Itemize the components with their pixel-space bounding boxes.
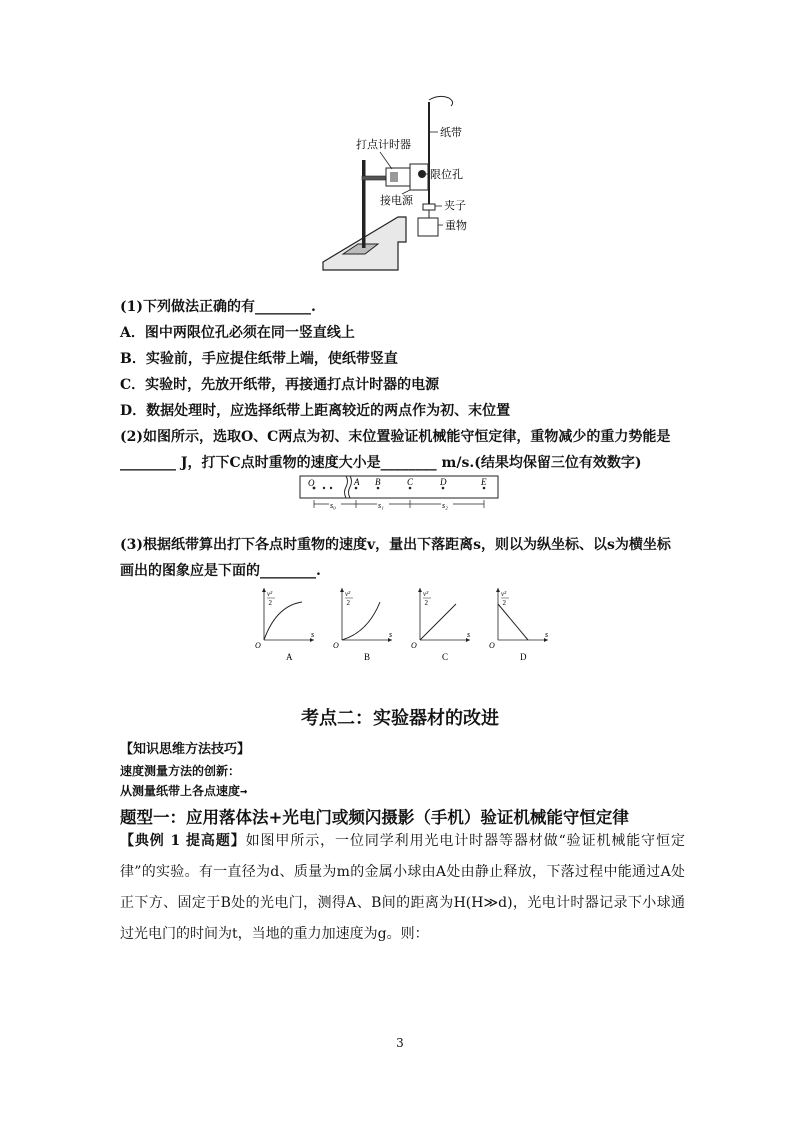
curve-b <box>342 602 380 640</box>
x-label: s <box>311 630 315 639</box>
label-power: 接电源 <box>380 195 413 207</box>
y-label-denominator: 2 <box>424 599 428 607</box>
y-label-denominator: 2 <box>268 599 272 607</box>
label-hole: 限位孔 <box>430 169 463 181</box>
q3-line2: 画出的图象应是下面的________. <box>120 563 321 579</box>
graph-a <box>255 588 314 662</box>
example-paragraph <box>120 826 685 950</box>
label-weight: 重物 <box>445 220 467 232</box>
tape-segment-s0: s₀ <box>330 501 336 510</box>
type-title: 题型一：应用落体法+光电门或频闪摄影（手机）验证机械能守恒定律 <box>120 808 629 827</box>
q2-line2: ________ J，打下C点时重物的速度大小是________ m/s.(结果均保留三位有效数字) <box>120 455 642 471</box>
y-label-numerator: v² <box>345 590 351 598</box>
x-label: s <box>389 630 393 639</box>
graph-options <box>250 582 550 664</box>
curve-d <box>498 604 528 640</box>
label-tape: 纸带 <box>440 127 462 139</box>
q1-option-d: D．数据处理时，应选择纸带上距离较近的两点作为初、末位置 <box>120 403 511 419</box>
tape-point-a: A <box>354 477 360 487</box>
x-label: s <box>467 630 471 639</box>
example-text: 如图甲所示，一位同学利用光电计时器等器材做“验证机械能守恒定律”的实验。有一直径为d、质量为m的金属小球由A处由静止释放，下落过程中能通过A处正下方、固定于B处的光电门，测得A、B间的距离为H(H≫d)，光电计时器记录下小球通过光电门的时间为t，当地的重力加速度为g。则： <box>120 833 685 942</box>
y-arrow <box>262 588 266 592</box>
q1-option-b: B．实验前，手应提住纸带上端，使纸带竖直 <box>120 351 398 367</box>
graph-d <box>489 588 548 662</box>
y-arrow <box>496 588 500 592</box>
graph-label: B <box>364 652 371 662</box>
q1-option-c: C．实验时，先放开纸带，再接通打点计时器的电源 <box>120 377 440 393</box>
tape-point-o: O <box>308 478 315 488</box>
tape-point-b: B <box>375 477 381 487</box>
y-label-denominator: 2 <box>346 599 350 607</box>
origin-label: O <box>333 641 339 650</box>
y-arrow <box>340 588 344 592</box>
method-note-2: 从测量纸带上各点速度→ <box>120 784 248 798</box>
graph-c <box>411 588 470 662</box>
curve-a <box>264 602 302 640</box>
graph-label: A <box>286 652 293 662</box>
tape-segment-s1: s₁ <box>378 501 384 510</box>
tape-point-d: D <box>440 477 447 487</box>
origin-label: O <box>255 641 261 650</box>
y-label-numerator: v² <box>267 590 273 598</box>
graph-b <box>333 588 392 662</box>
q3-line1: (3)根据纸带算出打下各点时重物的速度v，量出下落距离s，则以为纵坐标、以s为横坐标 <box>120 537 671 553</box>
tape-figure <box>298 474 502 518</box>
q1-option-a: A．图中两限位孔必须在同一竖直线上 <box>120 325 355 341</box>
page-number: 3 <box>396 1036 404 1050</box>
label-timer: 打点计时器 <box>356 139 411 151</box>
tape-point-c: C <box>407 477 414 487</box>
method-note-1: 速度测量方法的创新： <box>120 764 241 778</box>
knowledge-tag: 【知识思维方法技巧】 <box>120 742 251 757</box>
tape-point-e: E <box>481 477 487 487</box>
q1-stem: (1)下列做法正确的有________. <box>120 299 316 315</box>
y-label-numerator: v² <box>423 590 429 598</box>
x-label: s <box>545 630 549 639</box>
y-arrow <box>418 588 422 592</box>
y-label-denominator: 2 <box>502 599 506 607</box>
graph-label: D <box>520 652 527 662</box>
example-tag: 【典例 1 提高题】 <box>120 833 246 849</box>
section-title: 考点二：实验器材的改进 <box>301 708 499 729</box>
q2-line1: (2)如图所示，选取O、C两点为初、末位置验证机械能守恒定律，重物减少的重力势能是 <box>120 429 671 445</box>
y-label-numerator: v² <box>501 590 507 598</box>
origin-label: O <box>489 641 495 650</box>
origin-label: O <box>411 641 417 650</box>
tape-segment-s2: s₂ <box>442 501 448 510</box>
apparatus-figure <box>318 92 478 284</box>
graph-label: C <box>442 652 449 662</box>
curve-c <box>420 604 456 640</box>
label-clip: 夹子 <box>444 200 466 212</box>
